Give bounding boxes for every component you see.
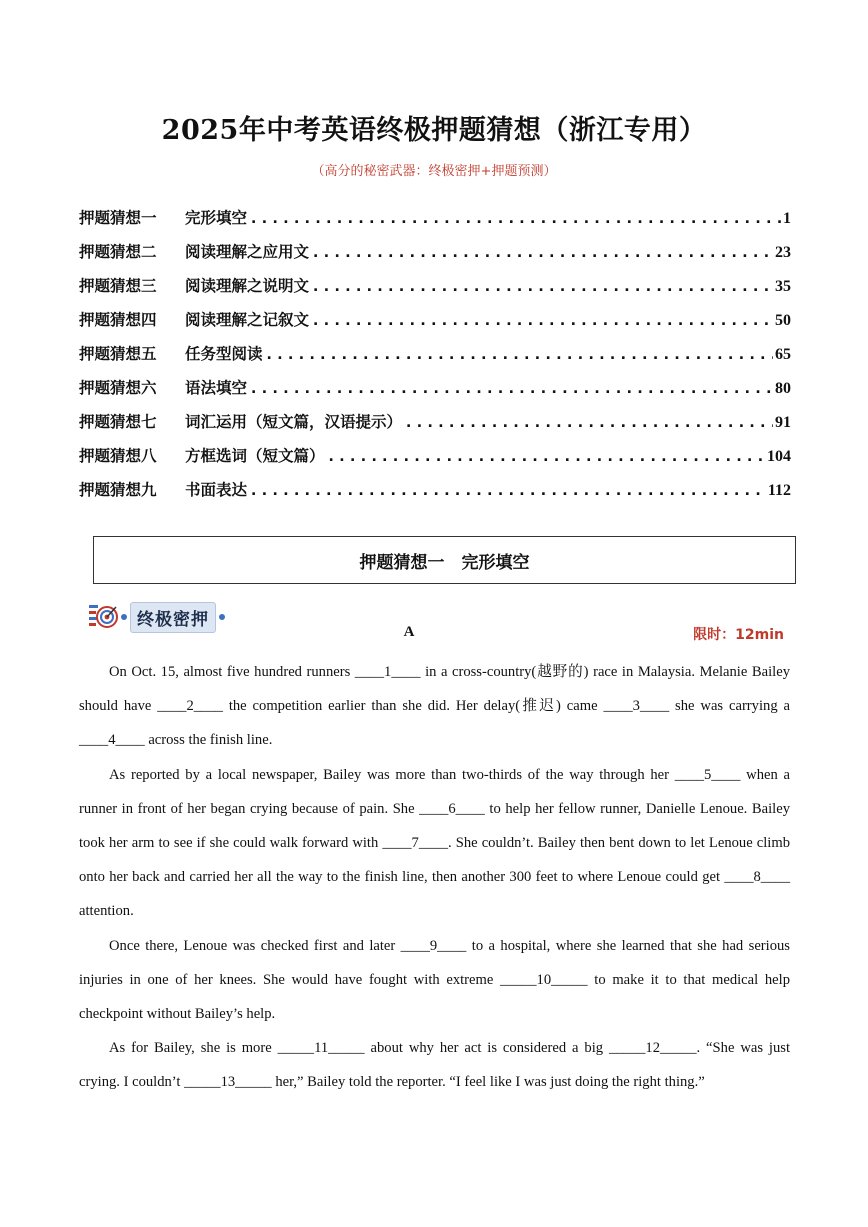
toc-entry-number: 押题猜想三 (79, 277, 157, 295)
toc-entry-title: 语法填空 (185, 379, 248, 397)
passage-letter: A (403, 624, 415, 640)
toc-entry[interactable] (79, 376, 791, 410)
toc-entry[interactable] (79, 240, 791, 274)
passage-body (79, 655, 790, 1100)
toc-entry-number: 押题猜想九 (79, 481, 157, 499)
toc-entry-title: 词汇运用（短文篇，汉语提示） (185, 413, 403, 431)
time-limit: 限时：12min (693, 627, 784, 643)
toc-entry-number: 押题猜想七 (79, 413, 157, 431)
toc-leader-dots (327, 447, 765, 465)
toc-entry-page: 112 (767, 482, 791, 499)
toc-entry-page: 80 (775, 380, 791, 397)
toc-entry-number: 押题猜想二 (79, 243, 157, 261)
toc-entry-title: 方框选词（短文篇） (185, 447, 325, 465)
toc-entry-title: 书面表达 (185, 481, 248, 499)
toc-entry[interactable] (79, 308, 791, 342)
toc-entry[interactable] (79, 342, 791, 376)
document-title: 2025年中考英语终极押题猜想（浙江专用） (161, 115, 707, 146)
toc-entry-page: 23 (775, 244, 791, 261)
badge-dot (121, 614, 127, 620)
toc-entry-page: 104 (767, 448, 791, 465)
toc-leader-dots (311, 243, 773, 261)
toc-leader-dots (249, 379, 773, 397)
toc-leader-dots (249, 209, 781, 227)
passage-paragraph: Once there, Lenoue was checked first and later ____9____ to a hospital, where she learned that she had serious injuries in one of her knees. She would have fought with extreme _____10_____ to make it to that medical help checkpoint without Bailey’s help. (79, 937, 790, 1023)
toc-entry-title: 阅读理解之应用文 (185, 243, 310, 261)
toc-entry-title: 阅读理解之说明文 (185, 277, 310, 295)
toc-entry-number: 押题猜想八 (79, 447, 157, 465)
toc-leader-dots (311, 311, 773, 329)
toc-entry-title: 完形填空 (185, 209, 248, 227)
passage-paragraph: As for Bailey, she is more _____11_____ about why her act is considered a big _____12_____. “She was just crying. I couldn’t _____13_____ her,” Bailey told the reporter. “I feel like I was just doing the right thing.” (79, 1040, 790, 1091)
section-heading: 押题猜想一 完形填空 (359, 552, 530, 573)
toc-entry-page: 50 (775, 312, 791, 329)
badge-dot (219, 614, 225, 620)
toc-entry-number: 押题猜想一 (79, 209, 157, 227)
passage-paragraph: On Oct. 15, almost five hundred runners ____1____ in a cross-country(越野的) race in Malaysia. Melanie Bailey should have ____2____ the competition earlier than she did. Her delay(推迟) came ____3____ she was carrying a ____4____ across the finish line. (79, 664, 790, 749)
toc-entry-title: 阅读理解之记叙文 (185, 311, 310, 329)
table-of-contents (79, 206, 791, 512)
toc-entry-page: 1 (783, 210, 791, 227)
toc-entry[interactable] (79, 206, 791, 240)
document-subtitle: （高分的秘密武器：终极密押+押题预测） (311, 164, 557, 179)
toc-leader-dots (311, 277, 773, 295)
toc-entry-number: 押题猜想五 (79, 345, 157, 363)
toc-entry-page: 65 (775, 346, 791, 363)
toc-entry-number: 押题猜想六 (79, 379, 157, 397)
toc-entry-number: 押题猜想四 (79, 311, 157, 329)
toc-entry[interactable] (79, 444, 791, 478)
toc-entry-page: 35 (775, 278, 791, 295)
toc-leader-dots (249, 481, 766, 499)
toc-entry-title: 任务型阅读 (185, 345, 263, 363)
passage-paragraph: As reported by a local newspaper, Bailey was more than two-thirds of the way through her ____5____ when a runner in front of her began crying because of pain. She ____6____ to help her fellow runner, Danielle Lenoue. Bailey took her arm to see if she could walk forward with ____7____. She couldn’t. Bailey then bent down to let Lenoue climb onto her back and carried her all the way to the finish line, then another 300 feet to where Lenoue could get ____8____ attention. (79, 766, 790, 920)
toc-entry-page: 91 (775, 414, 791, 431)
toc-entry[interactable] (79, 274, 791, 308)
toc-entry[interactable] (79, 478, 791, 512)
toc-entry[interactable] (79, 410, 791, 444)
toc-leader-dots (404, 413, 773, 431)
section-heading-box (93, 536, 796, 584)
toc-leader-dots (265, 345, 773, 363)
badge-label: 终极密押 (130, 602, 216, 633)
